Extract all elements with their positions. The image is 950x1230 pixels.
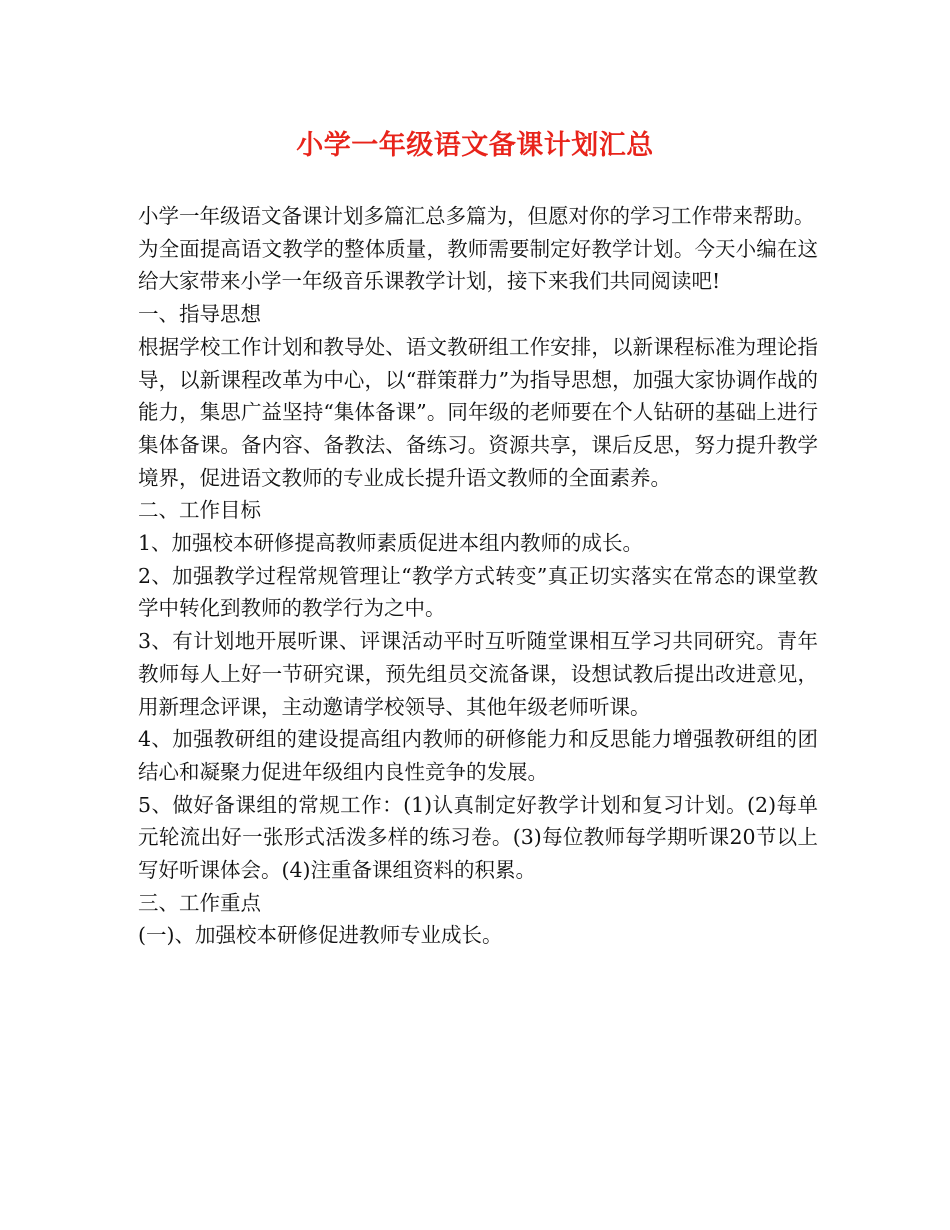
section-heading: 三、工作重点: [138, 890, 261, 915]
section-heading: 二、工作目标: [138, 498, 261, 523]
list-item: 4、加强教研组的建设提高组内教师的研修能力和反思能力增强教研组的团结心和凝聚力促进年级组内良性竞争的发展。: [138, 727, 818, 784]
list-item: 2、加强教学过程常规管理让“教学方式转变”真正切实落实在常态的课堂教学中转化到教师的教学行为之中。: [138, 563, 818, 621]
list-item: 1、加强校本研修提高教师素质促进本组内教师的成长。: [138, 531, 644, 556]
list-item: 5、做好备课组的常规工作：(1)认真制定好教学计划和复习计划。(2)每单元轮流出好一张形式活泼多样的练习卷。(3)每位教师每学期听课20节以上写好听课体会。(4)注重备课组资料的积累。: [138, 792, 818, 883]
intro-paragraph: 小学一年级语文备课计划多篇汇总多篇为，但愿对你的学习工作带来帮助。: [138, 204, 815, 228]
document-title: 小学一年级语文备课计划汇总: [296, 130, 654, 161]
intro-paragraph: 为全面提高语文教学的整体质量，教师需要制定好教学计划。今天小编在这给大家带来小学一年级音乐课教学计划，接下来我们共同阅读吧!: [138, 236, 818, 294]
sub-heading: (一)、加强校本研修促进教师专业成长。: [138, 923, 503, 948]
body-paragraph: 根据学校工作计划和教导处、语文教研组工作安排，以新课程标准为理论指导，以新课程改革为中心，以“群策群力”为指导思想，加强大家协调作战的能力，集思广益坚持“集体备课”。同年级的老师要在个人钻研的基础上进行集体备课。备内容、备教法、备练习。资源共享，课后反思，努力提升教学境界，促进语文教师的专业成长提升语文教师的全面素养。: [138, 334, 818, 490]
section-heading: 一、指导思想: [138, 302, 261, 327]
document-body: [138, 200, 818, 952]
list-item: 3、有计划地开展听课、评课活动平时互听随堂课相互学习共同研究。青年教师每人上好一节研究课，预先组员交流备课，设想试教后提出改进意见，用新理念评课，主动邀请学校领导、其他年级老师听课。: [138, 629, 818, 719]
